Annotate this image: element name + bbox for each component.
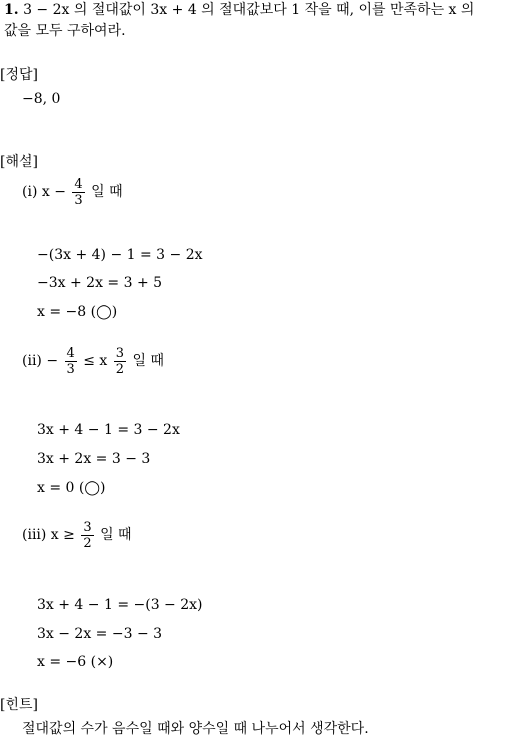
problem-number: 1. — [4, 2, 19, 18]
case-2-step-1: 3x + 4 − 1 = 3 − 2x — [37, 422, 180, 438]
case-2-fraction-1-denominator: 3 — [66, 361, 75, 377]
answer-header: [정답] — [0, 67, 38, 83]
case-2-step-2: 3x + 2x = 3 − 3 — [37, 451, 151, 467]
case-1-fraction-numerator: 4 — [74, 176, 83, 192]
case-1-condition — [22, 177, 123, 207]
case-3-step-3: x = −6 (×) — [37, 654, 114, 670]
case-1-fraction — [72, 178, 84, 207]
case-2-fraction-1-numerator: 4 — [66, 345, 75, 361]
case-1-step-1: −(3x + 4) − 1 = 3 − 2x — [37, 247, 203, 263]
case-1-prefix: (i) x − — [22, 184, 66, 200]
case-1-step-2: −3x + 2x = 3 + 5 — [37, 275, 163, 291]
problem-statement-line-1 — [4, 0, 474, 20]
case-2-fraction-2-numerator: 3 — [115, 345, 125, 361]
problem-text-line-1: 3 − 2x 의 절대값이 3x + 4 의 절대값보다 1 작을 때, 이를 만족하는 x 의 — [23, 2, 475, 18]
case-3-condition — [22, 519, 132, 551]
case-3-prefix: (iii) x ≥ — [22, 527, 75, 543]
problem-statement-line-2: 값을 모두 구하여라. — [4, 23, 126, 39]
case-2-fraction-2 — [114, 347, 126, 376]
case-1-step-3: x = −8 (◯) — [37, 304, 118, 320]
case-2-prefix: (ii) − — [22, 353, 59, 369]
case-3-suffix: 일 때 — [100, 527, 132, 543]
case-3-fraction-denominator: 2 — [83, 535, 92, 551]
case-1-suffix: 일 때 — [91, 184, 123, 200]
case-2-suffix: 일 때 — [132, 353, 165, 369]
case-2-step-3: x = 0 (◯) — [37, 480, 106, 496]
solution-header: [해설] — [0, 154, 38, 170]
case-3-fraction — [81, 521, 93, 550]
case-2-fraction-1 — [65, 347, 77, 376]
case-2-middle: ≤ x — [83, 353, 108, 369]
case-2-condition — [22, 345, 164, 377]
hint-text: 절대값의 수가 음수일 때와 양수일 때 나누어서 생각한다. — [22, 721, 369, 737]
case-3-fraction-numerator: 3 — [83, 519, 92, 535]
case-1-fraction-denominator: 3 — [74, 192, 83, 208]
case-3-step-1: 3x + 4 − 1 = −(3 − 2x) — [37, 597, 203, 613]
case-3-step-2: 3x − 2x = −3 − 3 — [37, 626, 163, 642]
answer-value: −8, 0 — [22, 91, 61, 107]
case-2-fraction-2-denominator: 2 — [115, 361, 125, 377]
hint-header: [힌트] — [0, 697, 38, 713]
